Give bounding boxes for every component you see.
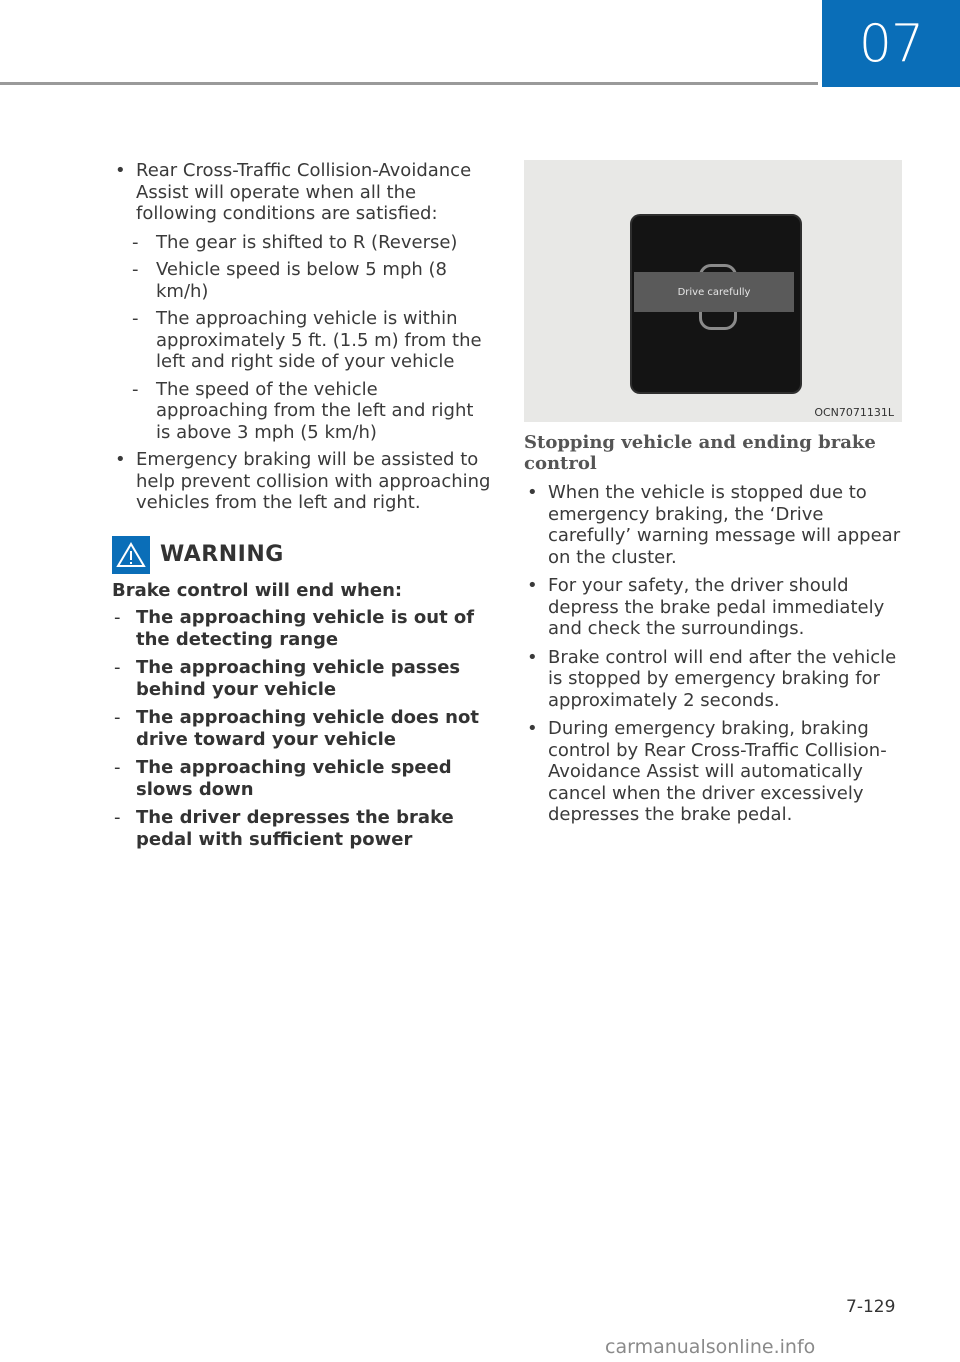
warning-item: - The approaching vehicle passes behind your vehicle (114, 656, 461, 700)
left-column (112, 160, 492, 857)
condition-item: - The approaching vehicle is within approximately 5 ft. (1.5 m) from the left and right side of your vehicle (132, 308, 482, 372)
chapter-tab: 07 (822, 0, 960, 87)
warning-triangle-icon (112, 536, 150, 574)
list-item: • Brake control will end after the vehicle is stopped by emergency braking for approximately 2 seconds. (527, 646, 897, 711)
page-number: 7-129 (846, 1297, 896, 1317)
warning-item: - The approaching vehicle is out of the detecting range (114, 606, 475, 650)
right-column (524, 160, 904, 833)
warning-item: - The approaching vehicle speed slows down (114, 756, 452, 800)
drive-carefully-message: Drive carefully (634, 272, 794, 312)
warning-title: WARNING (160, 542, 284, 567)
cluster-figure (524, 160, 902, 422)
warning-item: - The approaching vehicle does not drive toward your vehicle (114, 706, 479, 750)
list-item: • For your safety, the driver should depress the brake pedal immediately and check the surroundings. (527, 575, 885, 639)
header-rule (0, 82, 818, 85)
section-title: Stopping vehicle and ending brake control (524, 432, 876, 474)
bullet-dot: • (115, 160, 126, 181)
list-item: • When the vehicle is stopped due to emergency braking, the ‘Drive carefully’ warning message will appear on the cluster. (527, 482, 901, 568)
list-item: • During emergency braking, braking control by Rear Cross-Traffic Collision-Avoidance Assist will automatically cancel when the driver excessively depresses the brake pedal. (527, 718, 887, 825)
watermark: carmanualsonline.info (605, 1336, 816, 1358)
condition-item: - Vehicle speed is below 5 mph (8 km/h) (132, 259, 447, 302)
bullet-operating-conditions: • Rear Cross-Traffic Collision-Avoidance Assist will operate when all the following conditions are satisfied: (115, 160, 472, 224)
condition-item: - The speed of the vehicle approaching from the left and right is above 3 mph (5 km/h) (132, 378, 474, 443)
bullet-dot: • (115, 449, 126, 470)
condition-item: - The gear is shifted to R (Reverse) (132, 231, 458, 253)
warning-heading (112, 536, 492, 574)
warning-lead: Brake control will end when: (112, 579, 403, 601)
figure-code: OCN7071131L (814, 406, 894, 419)
bullet-emergency-braking: • Emergency braking will be assisted to help prevent collision with approaching vehicles from the left and right. (115, 449, 491, 513)
warning-item: - The driver depresses the brake pedal with sufficient power (114, 806, 454, 850)
